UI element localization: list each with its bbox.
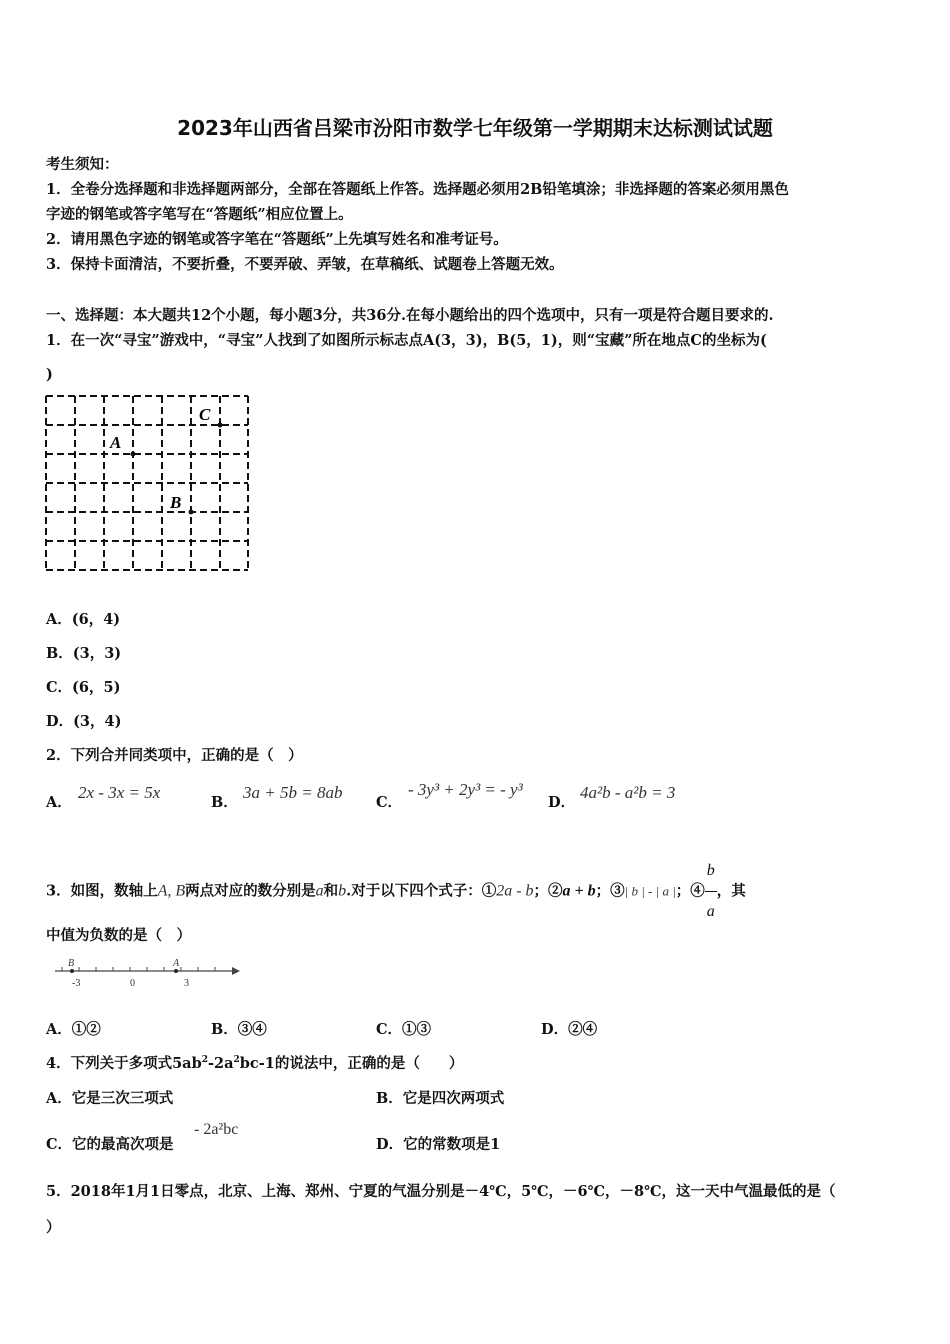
q2-option-a-expr: 2x - 3x = 5x bbox=[78, 783, 161, 802]
q3-var-b: b bbox=[338, 882, 347, 900]
q2-option-c-label: C． bbox=[376, 794, 403, 811]
axis-tick-3: 3 bbox=[184, 978, 189, 989]
q5-stem-end: ） bbox=[46, 1219, 61, 1236]
q1-option-d: D．(3，4) bbox=[46, 713, 122, 730]
q1-option-a: A．(6，4) bbox=[46, 611, 121, 628]
section-heading: 一、选择题：本大题共12个小题，每小题3分，共36分.在每小题给出的四个选项中，只有一项是符合题目要求的. bbox=[46, 307, 774, 324]
q3-var-a: a bbox=[315, 882, 324, 900]
point-b-label: B bbox=[170, 493, 182, 512]
q2-option-c-expr: - 3y³ + 2y³ = - y³ bbox=[408, 780, 523, 799]
q2-option-d-label: D． bbox=[548, 794, 576, 811]
axis-point-b bbox=[70, 969, 74, 973]
q3-stem-part3: .对于以下四个式子：① bbox=[346, 882, 497, 900]
q3-option-a: A．①② bbox=[46, 1021, 101, 1038]
q4-stem bbox=[46, 1052, 463, 1073]
q4-option-d: D．它的常数项是1 bbox=[376, 1136, 501, 1153]
q2-option-d-expr: 4a²b - a²b = 3 bbox=[580, 783, 676, 802]
q2-option-a-label: A． bbox=[46, 794, 72, 811]
q3-sep-2: ；② bbox=[533, 882, 563, 900]
axis-point-a bbox=[174, 969, 178, 973]
q2-stem: 2．下列合并同类项中，正确的是（ ） bbox=[46, 747, 303, 764]
q3-and: 和 bbox=[323, 882, 339, 900]
q4-stem-part2: -2a bbox=[207, 1055, 234, 1072]
notice-item-1: 1．全卷分选择题和非选择题两部分，全部在答题纸上作答。选择题必须用2B铅笔填涂；非选择题的答案必须用黑色 bbox=[46, 181, 789, 198]
q1-option-b: B．(3，3) bbox=[46, 645, 122, 662]
q3-fraction bbox=[705, 851, 717, 932]
q4-sup-1: 2 bbox=[201, 1055, 208, 1066]
q3-fraction-denominator: a bbox=[706, 903, 715, 920]
q3-option-b: B．③④ bbox=[211, 1021, 267, 1038]
q4-stem-part1: 4．下列关于多项式5ab bbox=[46, 1055, 202, 1072]
q4-option-c-expr: - 2a²bc bbox=[194, 1121, 239, 1138]
notice-item-2: 2．请用黑色字迹的钢笔或答字笔在“答题纸”上先填写姓名和准考证号。 bbox=[46, 231, 508, 248]
point-c-label: C bbox=[199, 405, 211, 424]
axis-label-b: B bbox=[68, 958, 75, 969]
q3-expr-1: 2a - b bbox=[496, 882, 534, 900]
q4-option-a: A．它是三次三项式 bbox=[46, 1090, 174, 1107]
q3-sep-3: ；③ bbox=[595, 882, 625, 900]
axis-tick-0: 0 bbox=[130, 978, 135, 989]
q1-stem-end: ) bbox=[46, 366, 53, 383]
q3-stem-part4: ，其 bbox=[716, 882, 746, 900]
q3-points-ab: A, B bbox=[157, 882, 186, 900]
notice-heading: 考生须知： bbox=[46, 156, 119, 173]
point-a-label: A bbox=[110, 433, 122, 452]
q3-stem-part1: 3．如图，数轴上 bbox=[46, 882, 158, 900]
point-b-marker bbox=[189, 510, 194, 515]
axis-tick-neg3: -3 bbox=[72, 978, 81, 989]
q5-stem: 5．2018年1月1日零点，北京、上海、郑州、宁夏的气温分别是－4℃，5℃，－6℃，－8℃，这一天中气温最低的是（ bbox=[46, 1183, 836, 1200]
q1-stem: 1．在一次“寻宝”游戏中，“寻宝”人找到了如图所示标志点A(3，3)，B(5，1)，则“宝藏”所在地点C的坐标为( bbox=[46, 332, 767, 349]
q3-stem bbox=[46, 851, 746, 932]
q1-grid-figure bbox=[40, 390, 255, 575]
q4-option-b: B．它是四次两项式 bbox=[376, 1090, 505, 1107]
notice-item-1-cont: 字迹的钢笔或答字笔写在“答题纸”相应位置上。 bbox=[46, 206, 353, 223]
q3-fraction-numerator: b bbox=[705, 851, 717, 892]
q3-stem-part2: 两点对应的数分别是 bbox=[185, 882, 316, 900]
q3-number-line bbox=[50, 955, 240, 995]
page-title: 2023年山西省吕梁市汾阳市数学七年级第一学期期末达标测试试题 bbox=[177, 116, 773, 140]
point-a-marker bbox=[131, 452, 136, 457]
point-c-marker bbox=[218, 423, 223, 428]
q4-option-c: C．它的最高次项是 bbox=[46, 1136, 174, 1153]
q3-option-c: C．①③ bbox=[376, 1021, 432, 1038]
q2-option-b-expr: 3a + 5b = 8ab bbox=[243, 783, 343, 802]
q3-sep-4: ；④ bbox=[675, 882, 705, 900]
q3-expr-3: | b | - | a | bbox=[624, 883, 676, 899]
q2-option-b-label: B． bbox=[211, 794, 238, 811]
q3-stem-line2: 中值为负数的是（ ） bbox=[46, 927, 191, 944]
q4-sup-2: 2 bbox=[233, 1055, 240, 1066]
q4-stem-part3: bc-1的说法中，正确的是（ ） bbox=[239, 1055, 464, 1072]
axis-label-a: A bbox=[173, 958, 180, 969]
notice-item-3: 3．保持卡面清洁，不要折叠，不要弄破、弄皱，在草稿纸、试题卷上答题无效。 bbox=[46, 256, 564, 273]
q1-option-c: C．(6，5) bbox=[46, 679, 121, 696]
q3-expr-2: a + b bbox=[562, 882, 596, 900]
q3-option-d: D．②④ bbox=[541, 1021, 598, 1038]
